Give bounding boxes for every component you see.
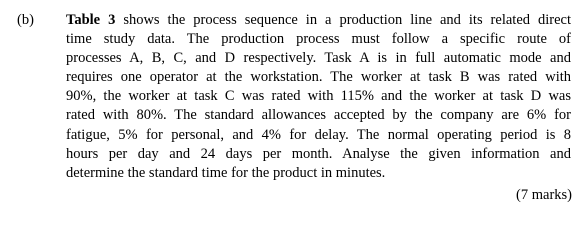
question-line-4: requires one operator at the workstation. The worker at task B was rated with — [66, 69, 571, 86]
marks-allocation: (7 marks) — [516, 187, 572, 203]
question-line-9: determine the standard time for the product in minutes. — [66, 164, 386, 181]
question-line-7: fatigue, 5% for personal, and 4% for delay. The normal operating period is 8 — [66, 126, 571, 143]
question-line-3: processes A, B, C, and D respectively. Task A is in full automatic mode and — [66, 50, 571, 67]
question-line-6: rated with 80%. The standard allowances accepted by the company are 6% for — [66, 107, 571, 124]
question-line-1-text: shows the process sequence in a production line and its related direct — [115, 12, 571, 28]
question-line-1 — [66, 11, 571, 30]
question-text — [66, 11, 571, 183]
table-reference: Table 3 — [66, 12, 116, 28]
question-line-5: 90%, the worker at task C was rated with 115% and the worker at task D was — [66, 88, 571, 105]
question-line-2: time study data. The production process must follow a specific route of — [66, 31, 571, 48]
question-label: (b) — [17, 12, 34, 28]
question-line-8: hours per day and 24 days per month. Analyse the given information and — [66, 145, 571, 162]
